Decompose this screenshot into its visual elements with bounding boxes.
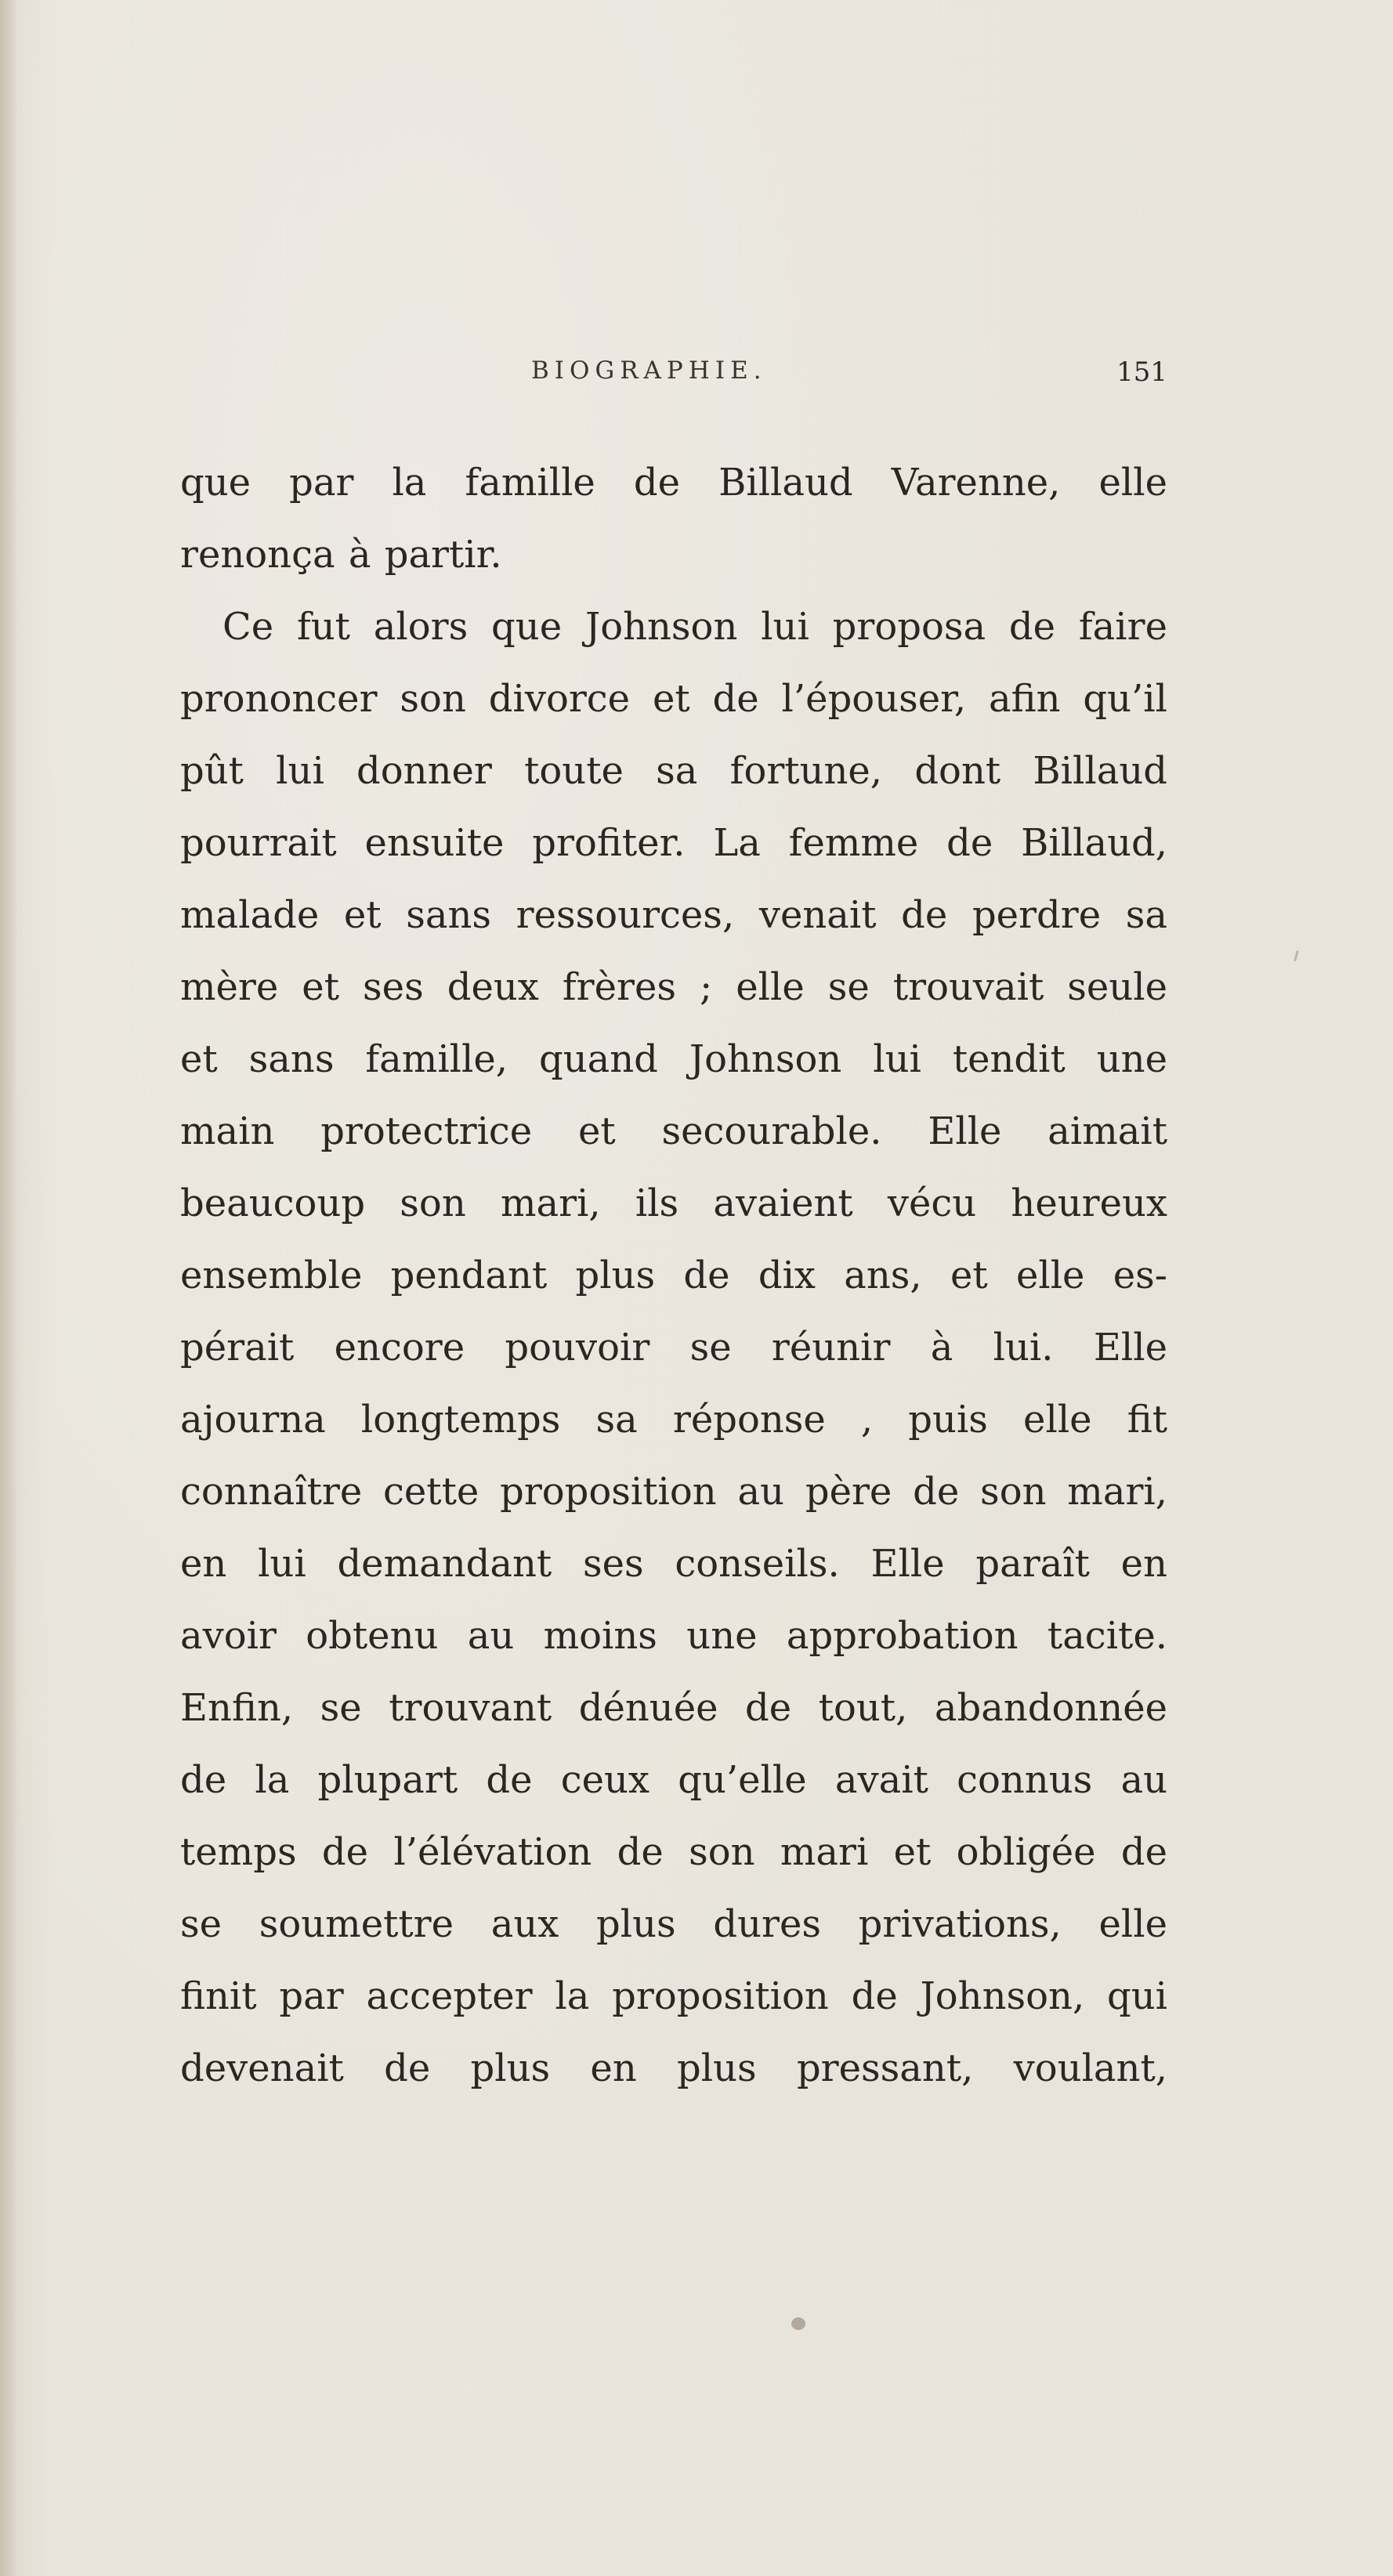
text-line: connaître cette proposition au père de son mari, xyxy=(180,1470,1167,1514)
text-line: en lui demandant ses conseils. Elle paraît en xyxy=(180,1542,1167,1586)
text-line: et sans famille, quand Johnson lui tendit une xyxy=(180,1037,1167,1081)
text-line: ensemble pendant plus de dix ans, et elle es- xyxy=(180,1254,1167,1297)
page-binding-shadow xyxy=(0,0,17,2576)
text-line: Enfin, se trouvant dénuée de tout, abandonnée xyxy=(180,1686,1167,1730)
text-line: main protectrice et secourable. Elle aimait xyxy=(180,1109,1167,1153)
text-line: temps de l’élévation de son mari et obligée de xyxy=(180,1830,1167,1874)
text-line: avoir obtenu au moins une approbation tacite. xyxy=(180,1614,1167,1658)
paper-speck xyxy=(1294,950,1299,961)
page-number: 151 xyxy=(1116,356,1167,388)
page-header xyxy=(180,356,1167,396)
text-line: se soumettre aux plus dures privations, elle xyxy=(180,1902,1167,1946)
text-line: mère et ses deux frères ; elle se trouvait seule xyxy=(180,965,1167,1009)
text-line: devenait de plus en plus pressant, voulant, xyxy=(180,2046,1167,2090)
text-line: malade et sans ressources, venait de perdre sa xyxy=(180,893,1167,937)
text-line: pourrait ensuite profiter. La femme de Billaud, xyxy=(180,821,1167,865)
text-line: ajourna longtemps sa réponse , puis elle fit xyxy=(180,1398,1167,1442)
text-line: prononcer son divorce et de l’épouser, afin qu’il xyxy=(180,677,1167,721)
ink-smudge xyxy=(791,2317,805,2330)
running-head: BIOGRAPHIE. xyxy=(531,356,767,385)
text-line: finit par accepter la proposition de Johnson, qui xyxy=(180,1974,1167,2018)
text-line: pût lui donner toute sa fortune, dont Billaud xyxy=(180,749,1167,793)
text-line: que par la famille de Billaud Varenne, elle xyxy=(180,461,1167,505)
text-line: de la plupart de ceux qu’elle avait connus au xyxy=(180,1758,1167,1802)
body-text xyxy=(180,447,1167,2104)
text-line: Ce fut alors que Johnson lui proposa de faire xyxy=(223,605,1167,649)
text-line: renonça à partir. xyxy=(180,533,502,577)
text-line: beaucoup son mari, ils avaient vécu heureux xyxy=(180,1181,1167,1225)
text-line: pérait encore pouvoir se réunir à lui. Elle xyxy=(180,1326,1167,1369)
